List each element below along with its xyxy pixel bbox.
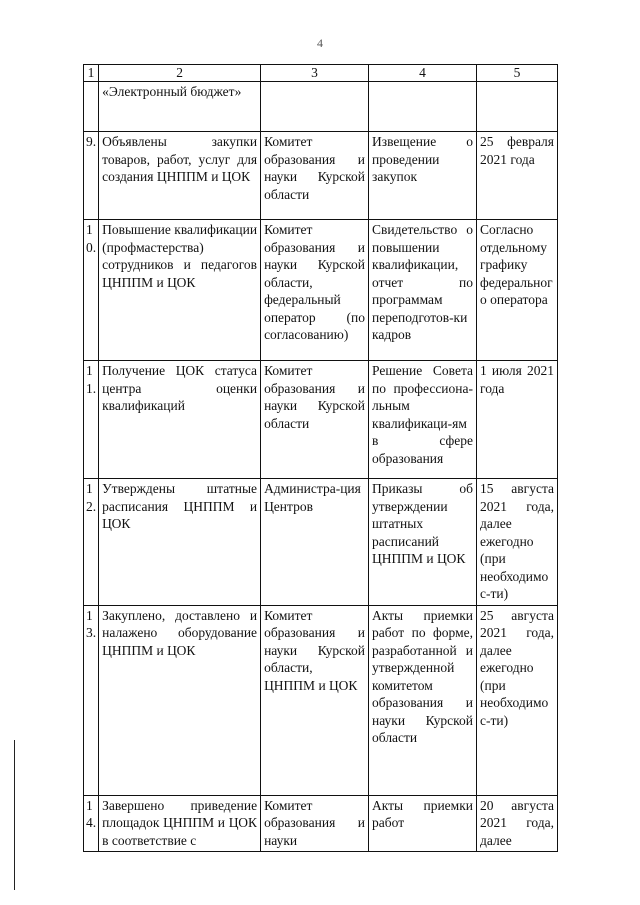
page-number: 4 [317, 36, 323, 50]
table-header-row [84, 65, 558, 82]
document-cell [369, 82, 477, 132]
event-cell: Закуплено, доставлено и налажено оборудование ЦНППМ и ЦОК [99, 605, 261, 795]
table-row [84, 795, 558, 852]
event-cell: Утверждены штатные расписания ЦНППМ и ЦОК [99, 479, 261, 606]
column-header: 1 [84, 65, 99, 82]
deadline-cell: 25 августа 2021 года, далее ежегодно (при необходимос-ти) [477, 605, 558, 795]
deadline-cell: Согласно отдельному графику федерального оператора [477, 220, 558, 361]
responsible-cell: Комитет образования и науки Курской области [261, 361, 369, 479]
row-number [84, 82, 99, 132]
responsible-cell: Комитет образования и науки Курской области, ЦНППМ и ЦОК [261, 605, 369, 795]
responsible-cell: Комитет образования и науки Курской области [261, 132, 369, 220]
deadline-cell: 20 августа 2021 года, далее [477, 795, 558, 852]
event-cell: Получение ЦОК статуса центра оценки квалификаций [99, 361, 261, 479]
column-header: 3 [261, 65, 369, 82]
deadline-cell: 25 февраля 2021 года [477, 132, 558, 220]
responsible-cell [261, 82, 369, 132]
deadline-cell [477, 82, 558, 132]
responsible-cell: Комитет образования и науки [261, 795, 369, 852]
deadline-cell: 1 июля 2021 года [477, 361, 558, 479]
responsible-cell: Администра-ция Центров [261, 479, 369, 606]
document-cell: Акты приемки работ по форме, разработанной и утвержденной комитетом образования и науки Курской области [369, 605, 477, 795]
document-cell: Акты приемки работ [369, 795, 477, 852]
document-cell: Свидетельство о повышении квалификации, отчет по программам переподготов-ки кадров [369, 220, 477, 361]
schedule-table [83, 64, 558, 852]
event-cell: Объявлены закупки товаров, работ, услуг для создания ЦНППМ и ЦОК [99, 132, 261, 220]
scan-margin-line [14, 740, 15, 890]
table-row [84, 605, 558, 795]
table-row [84, 361, 558, 479]
row-number: 9. [84, 132, 99, 220]
row-number: 11. [84, 361, 99, 479]
row-number: 12. [84, 479, 99, 606]
table-row [84, 82, 558, 132]
table-row [84, 479, 558, 606]
column-header: 5 [477, 65, 558, 82]
row-number: 13. [84, 605, 99, 795]
document-cell: Приказы об утверждении штатных расписаний ЦНППМ и ЦОК [369, 479, 477, 606]
responsible-cell: Комитет образования и науки Курской области, федеральный оператор (по согласованию) [261, 220, 369, 361]
event-cell: Завершено приведение площадок ЦНППМ и ЦОК в соответствие с [99, 795, 261, 852]
document-cell: Извещение о проведении закупок [369, 132, 477, 220]
document-cell: Решение Совета по профессиона-льным квалификаци-ям в сфере образования [369, 361, 477, 479]
row-number: 14. [84, 795, 99, 852]
event-cell: «Электронный бюджет» [99, 82, 261, 132]
deadline-cell: 15 августа 2021 года, далее ежегодно (при необходимос-ти) [477, 479, 558, 606]
table-row [84, 220, 558, 361]
event-cell: Повышение квалификации (профмастерства) сотрудников и педагогов ЦНППМ и ЦОК [99, 220, 261, 361]
row-number: 10. [84, 220, 99, 361]
column-header: 4 [369, 65, 477, 82]
column-header: 2 [99, 65, 261, 82]
table-row [84, 132, 558, 220]
